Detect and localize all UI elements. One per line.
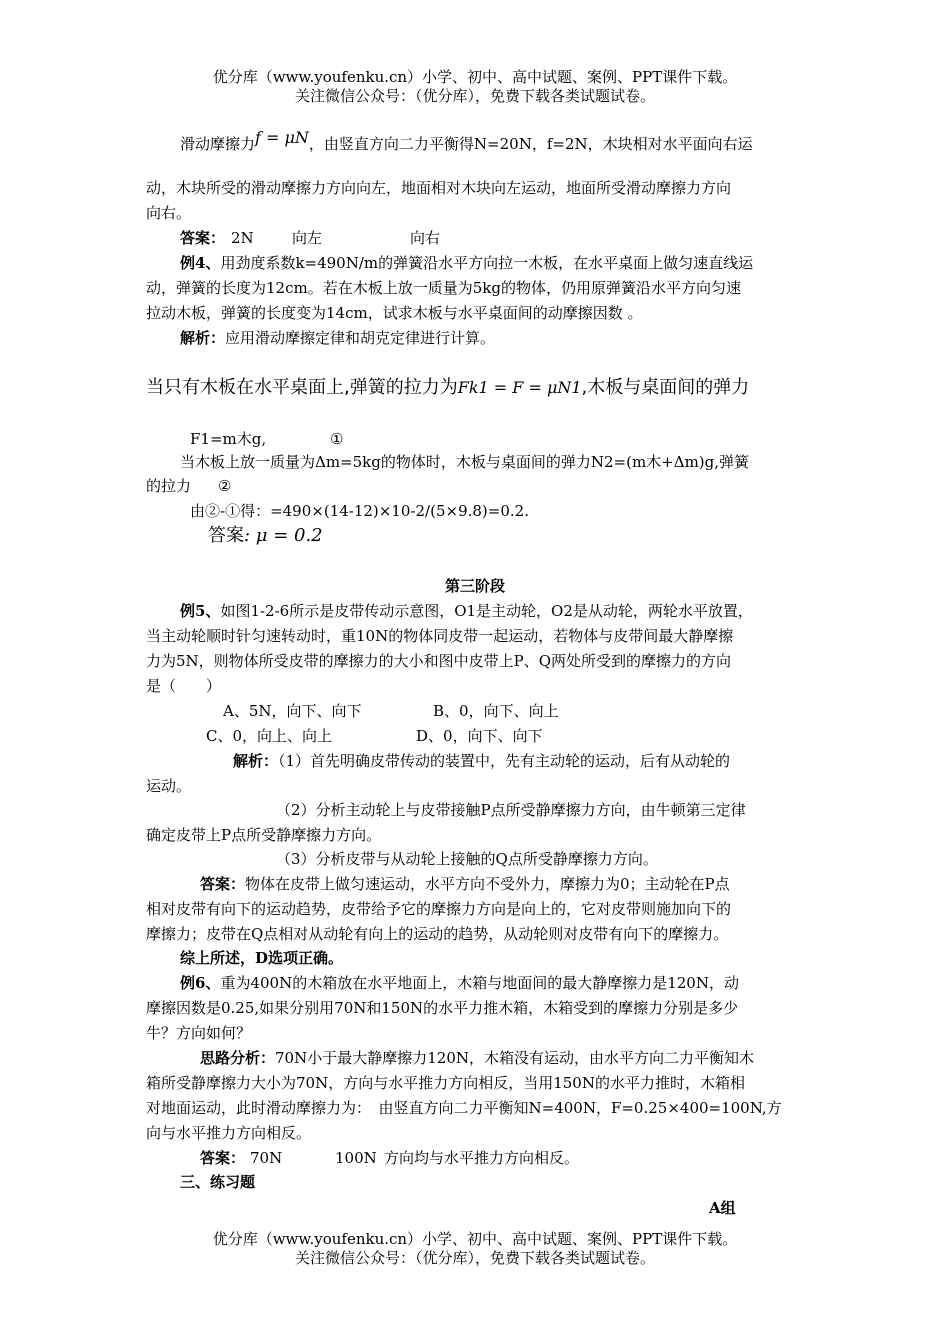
formula-spring-force: Fk1 = F = μN1 bbox=[457, 378, 582, 397]
option-c: C、0，向上、向上 bbox=[206, 727, 333, 745]
option-b: B、0，向下、向上 bbox=[433, 702, 559, 720]
answer-1-value-2: 向左 bbox=[292, 229, 323, 247]
mark-1: ① bbox=[330, 430, 344, 448]
header-line-1: 优分库（www.youfenku.cn）小学、初中、高中试题、案例、PPT课件下载。 bbox=[212, 68, 738, 86]
analysis-4: 解析：应用滑动摩擦定律和胡克定律进行计算。 bbox=[180, 329, 496, 347]
analysis-5-line: （3）分析皮带与从动轮上接触的Q点所受静摩擦力方向。 bbox=[276, 850, 658, 868]
answer-5-line: 相对皮带有向下的运动趋势，皮带给予它的摩擦力方向是向上的，它对皮带则施加向下的 bbox=[146, 900, 732, 918]
answer-1: 答案： bbox=[180, 229, 226, 247]
calculation: 由②-①得：=490×(14-12)×10-2/(5×9.8)=0.2. bbox=[190, 502, 529, 520]
answer-1-value-3: 向右 bbox=[410, 229, 441, 247]
thinking-analysis: 思路分析：70N小于最大静摩擦力120N，木箱没有运动，由水平方向二力平衡知木 bbox=[200, 1049, 754, 1067]
footer-line-2: 关注微信公众号：（优分库），免费下载各类试题试卷。 bbox=[294, 1249, 655, 1267]
example-4-line: 动，弹簧的长度为12cm。若在木板上放一质量为5kg的物体，仍用原弹簧沿水平方向匀速 bbox=[146, 279, 741, 297]
formula-friction: f = μN bbox=[255, 128, 309, 147]
example-5: 例5、如图1-2-6所示是皮带传动示意图，O1是主动轮，O2是从动轮，两轮水平放置， bbox=[180, 602, 753, 620]
answer-6-value-3: 方向均与水平推力方向相反。 bbox=[384, 1149, 580, 1167]
example-6-line: 牛？方向如何？ bbox=[146, 1024, 252, 1042]
section-exercises: 三、练习题 bbox=[180, 1173, 256, 1191]
answer-6-value-2: 100N bbox=[335, 1149, 377, 1167]
n2-line: 当木板上放一质量为Δm=5kg的物体时，木板与桌面间的弹力N2=(m木+Δm)g,弹簧 bbox=[180, 453, 750, 471]
section-stage-3: 第三阶段 bbox=[444, 577, 505, 595]
thinking-line: 向与水平推力方向相反。 bbox=[146, 1124, 312, 1142]
mark-2: ② bbox=[218, 477, 232, 495]
analysis-5: 解析：（1）首先明确皮带传动的装置中，先有主动轮的运动，后有从动轮的 bbox=[233, 752, 731, 770]
option-a: A、5N，向下、向下 bbox=[223, 702, 362, 720]
group-a-heading: A组 bbox=[709, 1199, 736, 1217]
analysis-5-line: （2）分析主动轮上与皮带接触P点所受静摩擦力方向，由牛顿第三定律 bbox=[276, 801, 746, 819]
footer-line-1: 优分库（www.youfenku.cn）小学、初中、高中试题、案例、PPT课件下载。 bbox=[212, 1230, 738, 1248]
example-5-line: 是（ ） bbox=[146, 677, 222, 695]
example-4: 例4、用劲度系数k=490N/m的弹簧沿水平方向拉一木板，在水平桌面上做匀速直线运 bbox=[180, 254, 754, 272]
n2-line-2: 的拉力 bbox=[146, 477, 192, 495]
thinking-line: 箱所受静摩擦力大小为70N，方向与水平推力方向相反，当用150N的水平力推时，木箱相 bbox=[146, 1074, 745, 1092]
paragraph-line: 动，木块所受的滑动摩擦力方向向左，地面相对木块向左运动，地面所受滑动摩擦力方向 bbox=[146, 179, 732, 197]
paragraph-friction: 滑动摩擦力f = μN，由竖直方向二力平衡得N=20N，f=2N，木块相对水平面向右运 bbox=[180, 128, 753, 153]
answer-6: 答案： bbox=[200, 1149, 246, 1167]
summary: 综上所述，D选项正确。 bbox=[180, 949, 344, 967]
example-5-line: 当主动轮顺时针匀速转动时，重10N的物体同皮带一起运动，若物体与皮带间最大静摩擦 bbox=[146, 627, 734, 645]
analysis-5-line: 运动。 bbox=[146, 777, 192, 795]
option-d: D、0，向下、向下 bbox=[416, 727, 543, 745]
formula-line: 当只有木板在水平桌面上,弹簧的拉力为Fk1 = F = μN1,木板与桌面间的弹力 bbox=[146, 377, 750, 398]
answer-6-value-1: 70N bbox=[250, 1149, 283, 1167]
example-4-line: 拉动木板，弹簧的长度变为14cm，试求木板与水平桌面间的动摩擦因数 。 bbox=[146, 304, 643, 322]
answer-5-line: 摩擦力；皮带在Q点相对从动轮有向上的运动的趋势，从动轮则对皮带有向下的摩擦力。 bbox=[146, 925, 729, 943]
answer-5: 答案：物体在皮带上做匀速运动，水平方向不受外力，摩擦力为0；主动轮在P点 bbox=[200, 875, 730, 893]
example-6: 例6、重为400N的木箱放在水平地面上，木箱与地面间的最大静摩擦力是120N，动 bbox=[180, 974, 739, 992]
answer-4: 答案: μ = 0.2 bbox=[208, 525, 323, 546]
example-6-line: 摩擦因数是0.25,如果分别用70N和150N的水平力推木箱，木箱受到的摩擦力分别是多少 bbox=[146, 999, 739, 1017]
analysis-5-line: 确定皮带上P点所受静摩擦力方向。 bbox=[146, 826, 382, 844]
f1-equation: F1=m木g, bbox=[190, 430, 267, 448]
header-line-2: 关注微信公众号：（优分库），免费下载各类试题试卷。 bbox=[294, 87, 655, 105]
example-5-line: 力为5N，则物体所受皮带的摩擦力的大小和图中皮带上P、Q两处所受到的摩擦力的方向 bbox=[146, 652, 732, 670]
thinking-line: 对地面运动，此时滑动摩擦力为： 由竖直方向二力平衡知N=400N，F=0.25×400=100N,方 bbox=[146, 1099, 782, 1117]
paragraph-line: 向右。 bbox=[146, 204, 192, 222]
answer-1-value-1: 2N bbox=[231, 229, 254, 247]
